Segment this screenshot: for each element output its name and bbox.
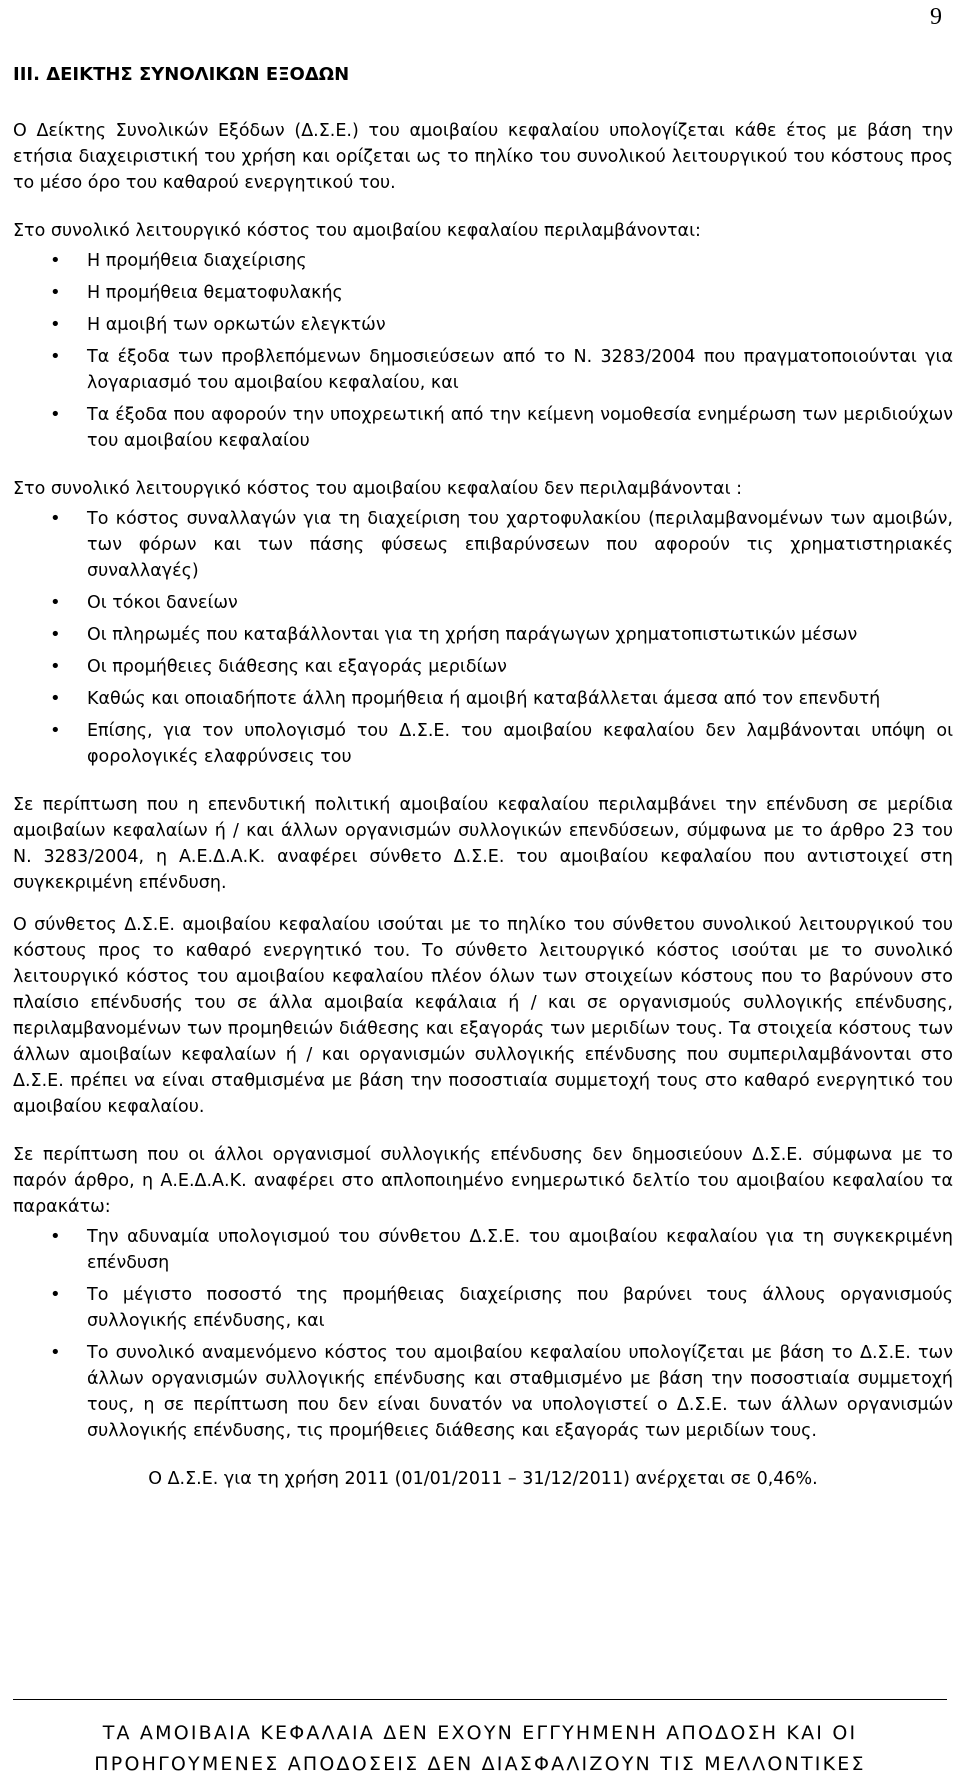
excluded-list — [13, 506, 953, 770]
list-item: • Τα έξοδα των προβλεπόμενων δημοσιεύσεων από το Ν. 3283/2004 που πραγματοποιούνται για λογαριασμό του αμοιβαίου κεφαλαίου, και — [87, 344, 953, 396]
list-item: • Η αμοιβή των ορκωτών ελεγκτών — [87, 312, 953, 338]
included-heading: Στο συνολικό λειτουργικό κόστος του αμοιβαίου κεφαλαίου περιλαμβάνονται: — [13, 221, 701, 241]
intro-paragraph: Ο Δείκτης Συνολικών Εξόδων (Δ.Σ.Ε.) του αμοιβαίου κεφαλαίου υπολογίζεται κάθε έτος με βάση την ετήσια διαχειριστική του χρήση και ορίζεται ως το πηλίκο του συνολικού λειτουργικού του κόστους προς το μέσο όρο του καθαρού ενεργητικού του. — [13, 121, 953, 193]
list-item: • Η προμήθεια διαχείρισης — [87, 248, 953, 274]
synthetic-definition-paragraph: Ο σύνθετος Δ.Σ.Ε. αμοιβαίου κεφαλαίου ισούται με το πηλίκο του σύνθετου συνολικού λειτουργικού του κόστους προς το καθαρό ενεργητικό του. Το σύνθετο λειτουργικό κόστος ισούται με το συνολικό λειτουργικό κόστος του αμοιβαίου κεφαλαίου πλέον όλων των στοιχείων κόστους που το βαρύνουν στο πλαίσιο επένδυσής του σε άλλα αμοιβαία κεφάλαια ή / και σε οργανισμούς συλλογικής επένδυσης, περιλαμβανομένων των προμηθειών διάθεσης και εξαγοράς των μεριδίων τους. Τα στοιχεία κόστους των άλλων αμοιβαίων κεφαλαίων ή / και οργανισμών συλλογικής επένδυσης που συμπεριλαμβάνονται στο Δ.Σ.Ε. πρέπει να είναι σταθμισμένα με βάση την ποσοστιαία συμμετοχή τους στο καθαρό ενεργητικό του αμοιβαίου κεφαλαίου. — [13, 915, 953, 1117]
footer-line: ΤΑ ΑΜΟΙΒΑΙΑ ΚΕΦΑΛΑΙΑ ΔΕΝ ΕΧΟΥΝ ΕΓΓΥΗΜΕΝΗ ΑΠΟΔΟΣΗ ΚΑΙ ΟΙ — [102, 1722, 858, 1744]
list-item: • Οι προμήθειες διάθεσης και εξαγοράς μεριδίων — [87, 654, 953, 680]
list-item: • Το μέγιστο ποσοστό της προμήθειας διαχείρισης που βαρύνει τους άλλους οργανισμούς συλλογικής επένδυσης, και — [87, 1282, 953, 1334]
list-item: • Το συνολικό αναμενόμενο κόστος του αμοιβαίου κεφαλαίου υπολογίζεται με βάση το Δ.Σ.Ε. των άλλων οργανισμών συλλογικής επένδυσης και σταθμισμένο με βάση την ποσοστιαία συμμετοχή τους, η σε περίπτωση που δεν είναι δυνατόν να υπολογιστεί ο Δ.Σ.Ε. των άλλων οργανισμών συλλογικής επένδυσης, τις προμήθειες διάθεσης και εξαγοράς των μεριδίων τους. — [87, 1340, 953, 1444]
list-item: • Οι τόκοι δανείων — [87, 590, 953, 616]
not-published-list — [13, 1224, 953, 1444]
not-published-heading: Σε περίπτωση που οι άλλοι οργανισμοί συλλογικής επένδυσης δεν δημοσιεύουν Δ.Σ.Ε. σύμφωνα με το παρόν άρθρο, η Α.Ε.Δ.Α.Κ. αναφέρει στο απλοποιημένο ενημερωτικό δελτίο του αμοιβαίου κεφαλαίου τα παρακάτω: — [13, 1145, 953, 1217]
excluded-heading: Στο συνολικό λειτουργικό κόστος του αμοιβαίου κεφαλαίου δεν περιλαμβάνονται : — [13, 479, 742, 499]
section-title: III. ΔΕΙΚΤΗΣ ΣΥΝΟΛΙΚΩΝ ΕΞΟΔΩΝ — [13, 64, 350, 85]
list-item: • Την αδυναμία υπολογισμού του σύνθετου Δ.Σ.Ε. του αμοιβαίου κεφαλαίου για τη συγκεκριμένη επένδυση — [87, 1224, 953, 1276]
list-item: • Καθώς και οποιαδήποτε άλλη προμήθεια ή αμοιβή καταβάλλεται άμεσα από τον επενδυτή — [87, 686, 953, 712]
included-list — [13, 248, 953, 454]
footer-line: ΠΡΟΗΓΟΥΜΕΝΕΣ ΑΠΟΔΟΣΕΙΣ ΔΕΝ ΔΙΑΣΦΑΛΙΖΟΥΝ ΤΙΣ ΜΕΛΛΟΝΤΙΚΕΣ — [94, 1753, 866, 1775]
footer-divider — [13, 1699, 947, 1700]
list-item: • Επίσης, για τον υπολογισμό του Δ.Σ.Ε. του αμοιβαίου κεφαλαίου δεν λαμβάνονται υπόψη οι φορολογικές ελαφρύνσεις του — [87, 718, 953, 770]
document-body — [13, 62, 953, 1492]
list-item: • Οι πληρωμές που καταβάλλονται για τη χρήση παράγωγων χρηματοπιστωτικών μέσων — [87, 622, 953, 648]
list-item: • Τα έξοδα που αφορούν την υποχρεωτική από την κείμενη νομοθεσία ενημέρωση των μεριδιούχων του αμοιβαίου κεφαλαίου — [87, 402, 953, 454]
list-item: • Το κόστος συναλλαγών για τη διαχείριση του χαρτοφυλακίου (περιλαμβανομένων των αμοιβών, των φόρων και των πάσης φύσεως επιβαρύνσεων που αφορούν τις χρηματιστηριακές συναλλαγές) — [87, 506, 953, 584]
footer-disclaimer — [0, 1718, 960, 1780]
list-item: • Η προμήθεια θεματοφυλακής — [87, 280, 953, 306]
synthetic-case-paragraph: Σε περίπτωση που η επενδυτική πολιτική αμοιβαίου κεφαλαίου περιλαμβάνει την επένδυση σε μερίδια αμοιβαίων κεφαλαίων ή / και άλλων οργανισμών συλλογικών επενδύσεων, σύμφωνα με το άρθρο 23 του Ν. 3283/2004, η Α.Ε.Δ.Α.Κ. αναφέρει σύνθετο Δ.Σ.Ε. του αμοιβαίου κεφαλαίου που αντιστοιχεί στη συγκεκριμένη επένδυση. — [13, 795, 953, 893]
result-statement: Ο Δ.Σ.Ε. για τη χρήση 2011 (01/01/2011 – 31/12/2011) ανέρχεται σε 0,46%. — [148, 1469, 818, 1489]
page-number: 9 — [930, 4, 942, 30]
